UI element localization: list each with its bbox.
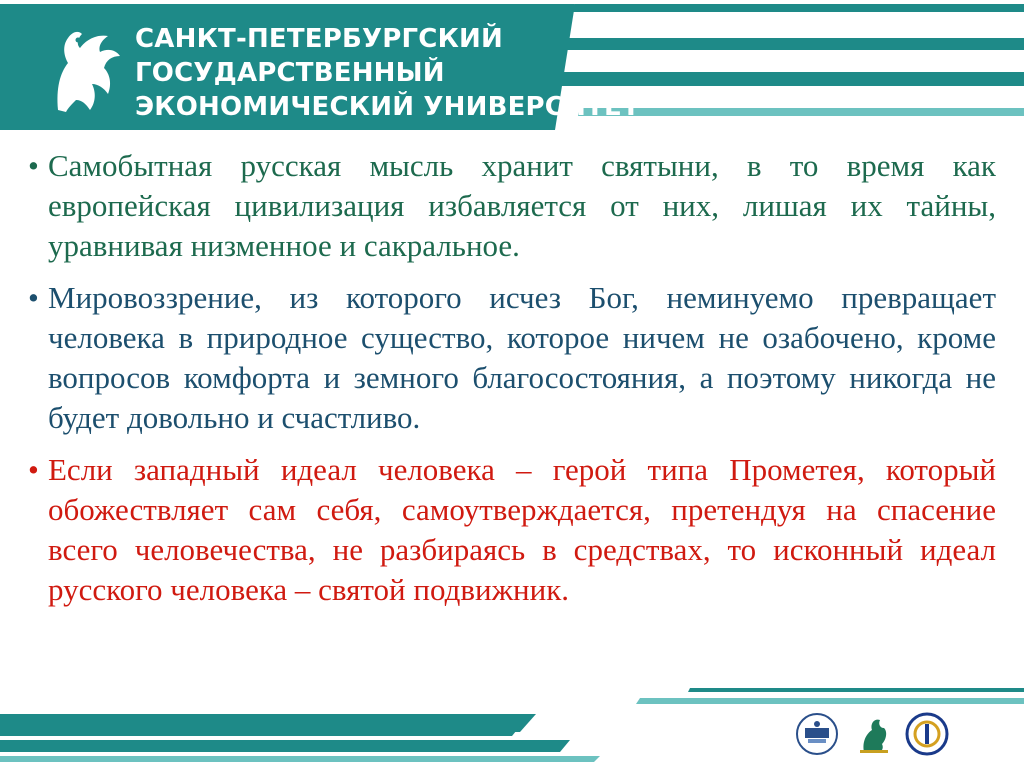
- bullet-item: [28, 278, 996, 438]
- bullet-icon: •: [28, 280, 39, 315]
- bullet-icon: •: [28, 148, 39, 183]
- university-name-line-3: ЭКОНОМИЧЕСКИЙ УНИВЕРСИТЕТ: [135, 92, 640, 122]
- university-name: [135, 22, 640, 124]
- university-name-line-1: САНКТ-ПЕТЕРБУРГСКИЙ: [135, 24, 503, 54]
- griffin-logo-icon: [38, 18, 128, 118]
- bullet-icon: •: [28, 452, 39, 487]
- bullet-item: [28, 146, 996, 266]
- partner-emblem-icon: [905, 712, 949, 756]
- finek-logo-icon: [852, 712, 896, 756]
- institute-seal-icon: [795, 712, 839, 756]
- university-name-line-2: ГОСУДАРСТВЕННЫЙ: [135, 58, 445, 88]
- slide-content: [28, 146, 996, 622]
- bullet-text: Самобытная русская мысль хранит святыни, в то время как европейская цивилизация избавляется от них, лишая их тайны, уравнивая низменное и сакральное.: [48, 148, 996, 263]
- bullet-text: Мировоззрение, из которого исчез Бог, неминуемо превращает человека в природное существо, которое ничем не озабочено, кроме вопросов комфорта и земного благосостояния, а поэтому никогда не будет довольно и счастливо.: [48, 280, 996, 435]
- bullet-text: Если западный идеал человека – герой типа Прометея, который обожествляет сам себя, самоутверждается, претендуя на спасение всего человечества, не разбираясь в средствах, то исконный идеал русского человека – святой подвижник.: [48, 452, 996, 607]
- bullet-item: [28, 450, 996, 610]
